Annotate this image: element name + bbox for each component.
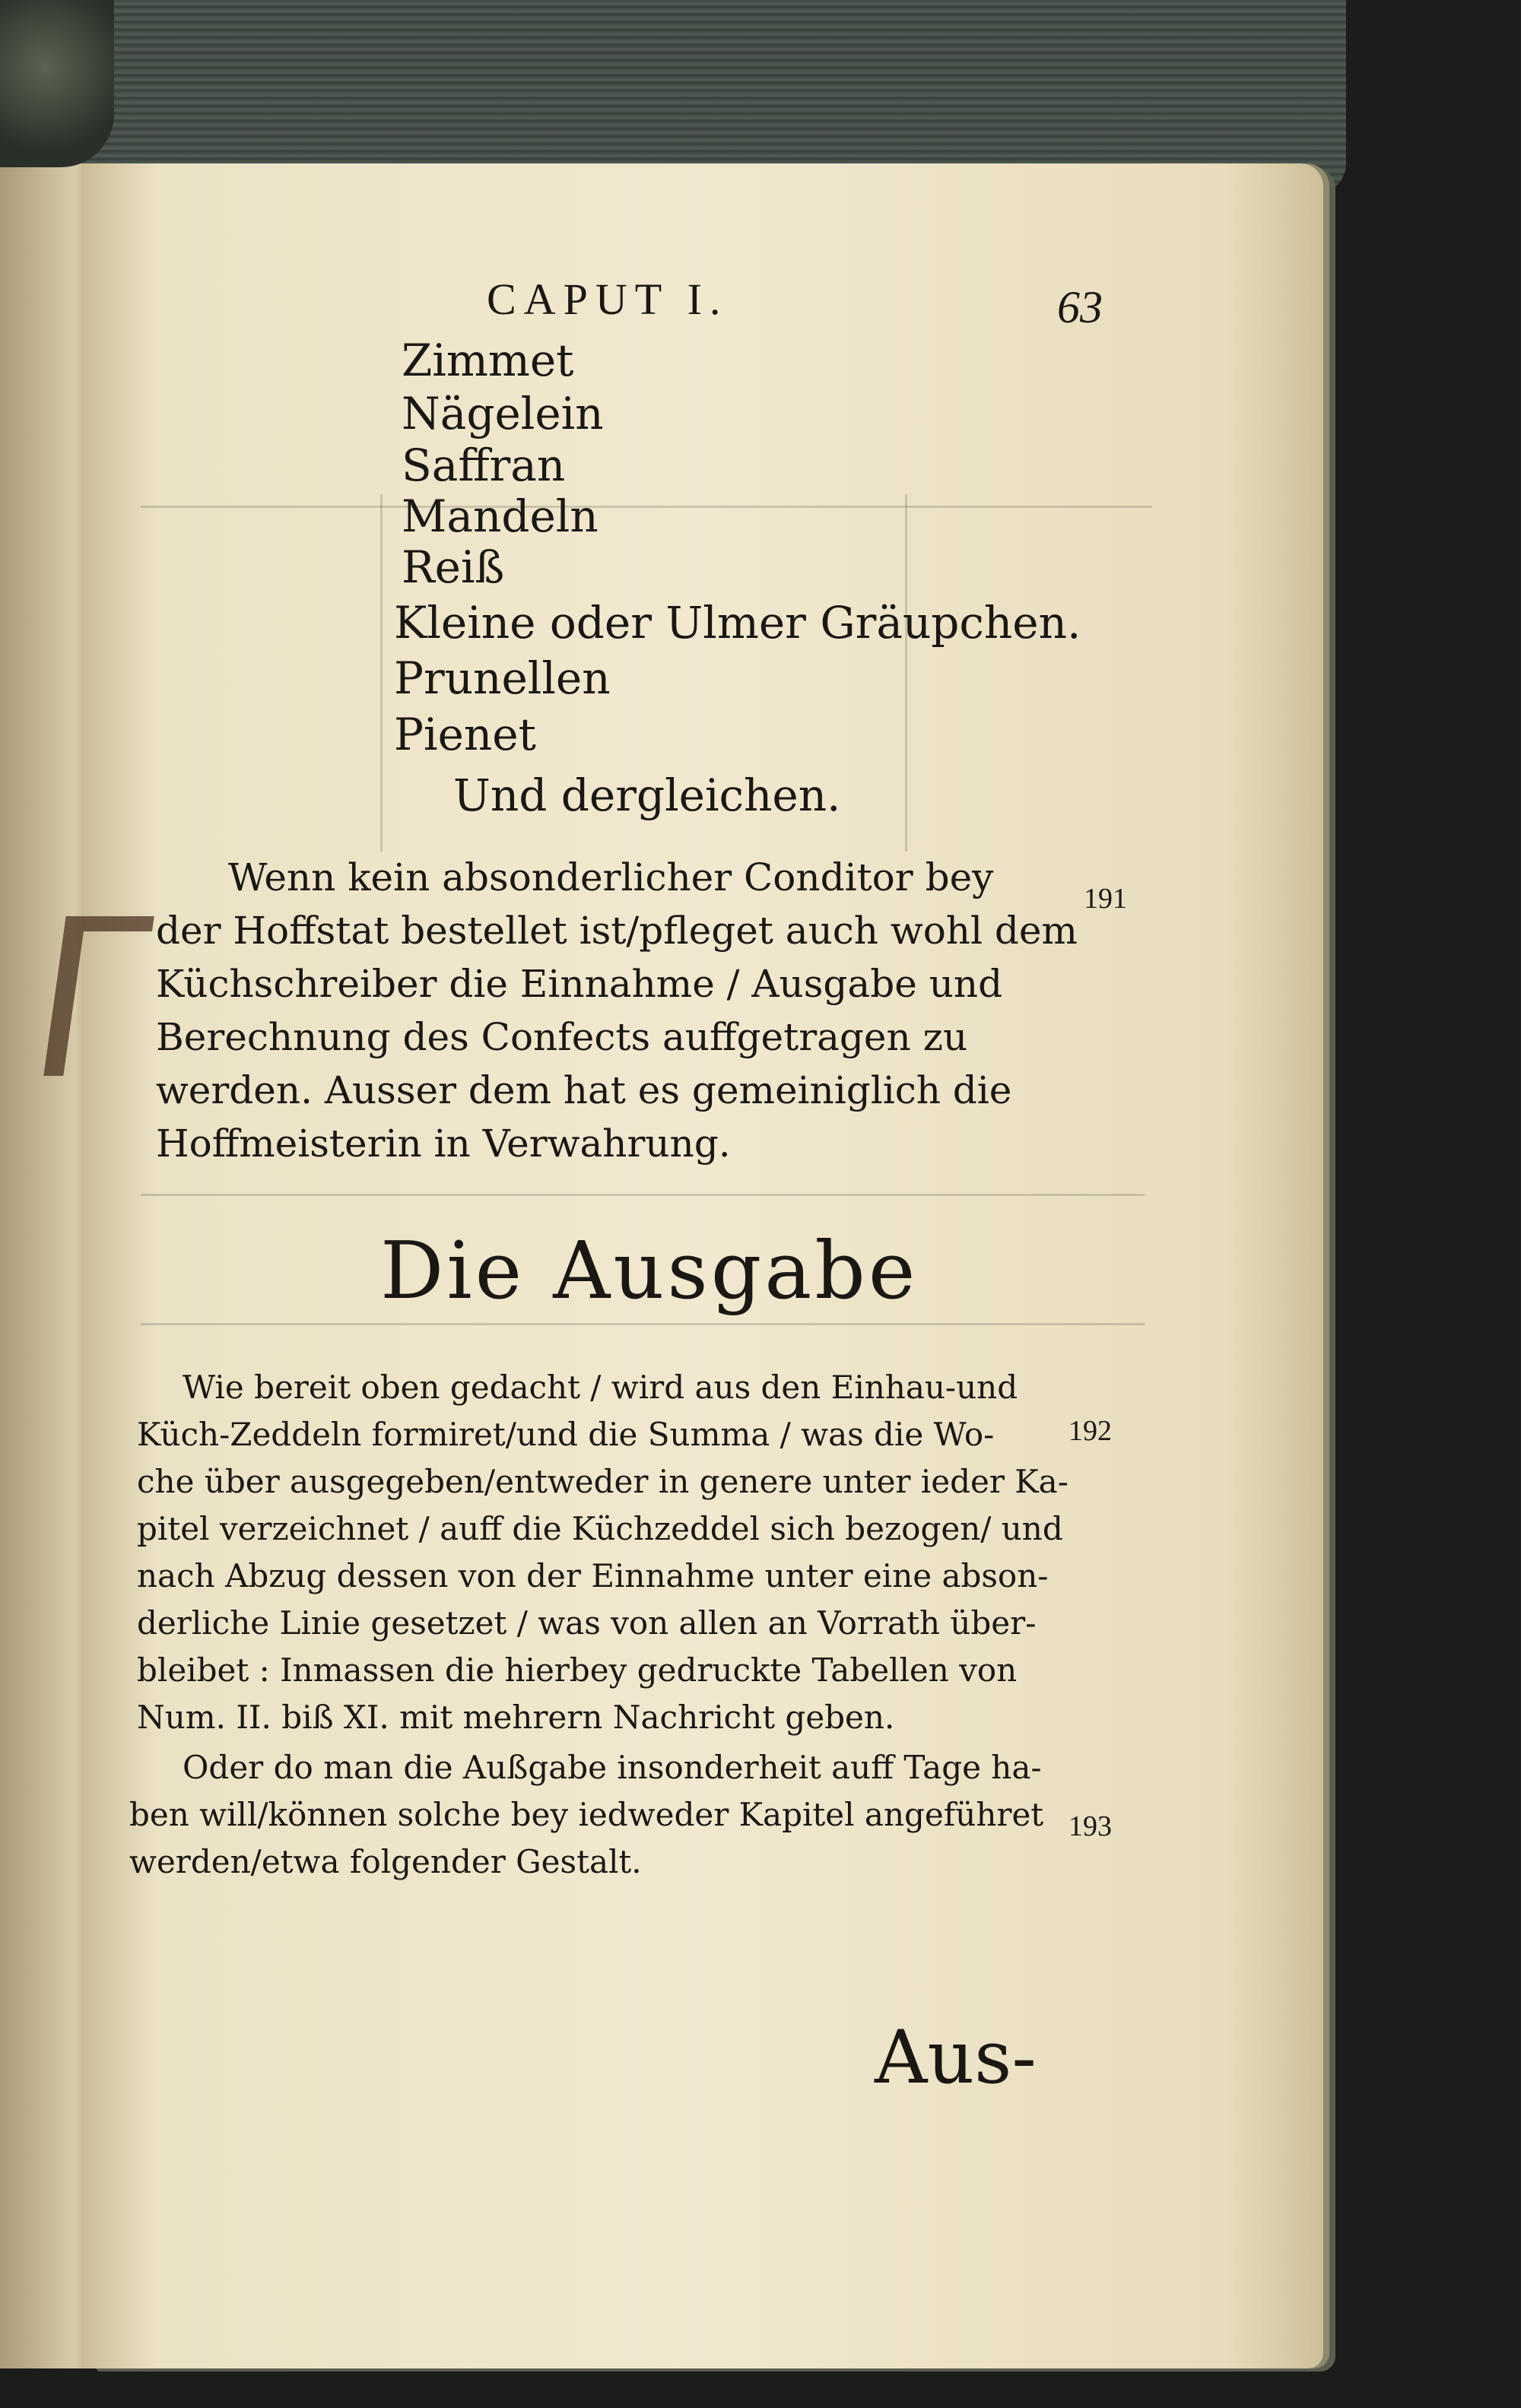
bleed-through-line [905,494,907,852]
list-item: Pienet [394,709,536,760]
catchword: Aus- [875,2015,1037,2100]
paragraph-line: werden. Ausser dem hat es gemeiniglich die [156,1068,1012,1112]
margin-number: 193 [1069,1810,1112,1842]
section-heading: Die Ausgabe [380,1224,919,1317]
bleed-through-line [380,494,383,852]
list-item: Mandeln [402,490,599,542]
paragraph-line: werden/etwa folgender Gestalt. [129,1843,642,1880]
paragraph-line: Wie bereit oben gedacht / wird aus den Einhau-und [183,1369,1018,1406]
paragraph-line: pitel verzeichnet / auff die Küchzeddel sich bezogen/ und [137,1510,1063,1547]
paragraph-line: Wenn kein absonderlicher Conditor bey [228,855,994,899]
margin-number: 192 [1069,1415,1112,1447]
page-number: 63 [1057,282,1103,332]
paragraph-line: Küch-Zeddeln formiret/und die Summa / was die Wo- [137,1416,995,1453]
list-item: Saffran [402,439,566,491]
paragraph-line: che über ausgegeben/entweder in genere unter ieder Ka- [137,1463,1069,1500]
running-header: CAPUT I. [487,274,729,324]
list-item: Reiß [402,541,505,593]
paragraph-line: der Hoffstat bestellet ist/pfleget auch wohl dem [156,909,1078,953]
list-item: Zimmet [402,335,574,386]
paragraph-line: ben will/können solche bey iedweder Kapitel angeführet [129,1796,1044,1833]
paragraph-line: Oder do man die Außgabe insonderheit auff Tage ha- [183,1749,1042,1786]
paragraph-line: Küchschreiber die Einnahme / Ausgabe und [156,962,1003,1006]
list-item: Und dergleichen. [453,769,841,821]
list-item: Nägelein [402,388,604,439]
paragraph-line: derliche Linie gesetzet / was von allen an Vorrath über- [137,1604,1037,1642]
paragraph-line: Berechnung des Confects auffgetragen zu [156,1015,968,1059]
book-cover-corner [0,0,114,167]
list-item: Kleine oder Ulmer Gräupchen. [394,597,1081,649]
bleed-through-line [141,506,1152,508]
margin-number: 191 [1084,883,1127,915]
list-item: Prunellen [394,652,611,704]
bleed-through-line [141,1323,1145,1325]
paragraph-line: bleibet : Inmassen die hierbey gedruckte Tabellen von [137,1651,1018,1689]
paragraph-line: nach Abzug dessen von der Einnahme unter eine abson- [137,1557,1049,1594]
bleed-through-line [141,1194,1145,1196]
paragraph-line: Num. II. biß XI. mit mehrern Nachricht geben. [137,1699,895,1736]
paragraph-line: Hoffmeisterin in Verwahrung. [156,1122,731,1166]
